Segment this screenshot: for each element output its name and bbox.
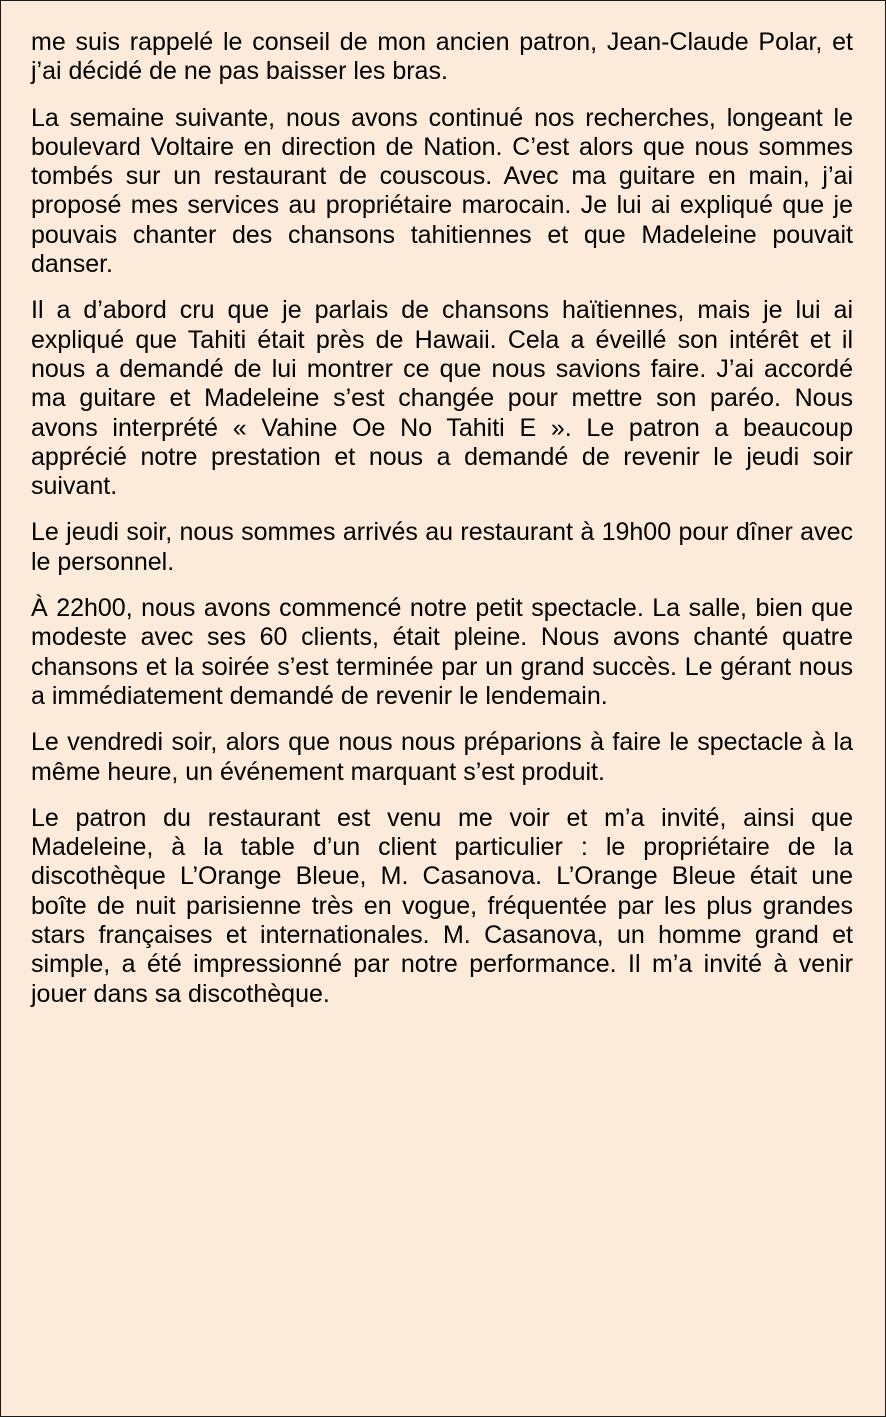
paragraph-4: Le jeudi soir, nous sommes arrivés au restaurant à 19h00 pour dîner avec le personnel. — [31, 518, 853, 576]
paragraph-7: Le patron du restaurant est venu me voir et m’a invité, ainsi que Madeleine, à la table d’un client particulier : le propriétaire de la discothèque L’Orange Bleue, M. Casanova. L’Orange Bleue était une boîte de nuit parisienne très en vogue, fréquentée par les plus grandes stars françaises et internationales. M. Casanova, un homme grand et simple, a été impressionné par notre performance. Il m’a invité à venir jouer dans sa discothèque. — [31, 803, 853, 1008]
paragraph-6: Le vendredi soir, alors que nous nous préparions à faire le spectacle à la même heure, un événement marquant s’est produit. — [31, 728, 853, 786]
paragraph-1: me suis rappelé le conseil de mon ancien patron, Jean-Claude Polar, et j’ai décidé de ne pas baisser les bras. — [31, 28, 853, 86]
paragraph-5: À 22h00, nous avons commencé notre petit spectacle. La salle, bien que modeste avec ses 60 clients, était pleine. Nous avons chanté quatre chansons et la soirée s’est terminée par un grand succès. Le gérant nous a immédiatement demandé de revenir le lendemain. — [31, 594, 853, 710]
paragraph-2: La semaine suivante, nous avons continué nos recherches, longeant le boulevard Voltaire en direction de Nation. C’est alors que nous sommes tombés sur un restaurant de couscous. Avec ma guitare en main, j’ai proposé mes services au propriétaire marocain. Je lui ai expliqué que je pouvais chanter des chansons tahitiennes et que Madeleine pouvait danser. — [31, 103, 853, 279]
paragraph-3: Il a d’abord cru que je parlais de chansons haïtiennes, mais je lui ai expliqué que Tahiti était près de Hawaii. Cela a éveillé son intérêt et il nous a demandé de lui montrer ce que nous savions faire. J’ai accordé ma guitare et Madeleine s’est changée pour mettre son paréo. Nous avons interprété « Vahine Oe No Tahiti E ». Le patron a beaucoup apprécié notre prestation et nous a demandé de revenir le jeudi soir suivant. — [31, 296, 853, 501]
